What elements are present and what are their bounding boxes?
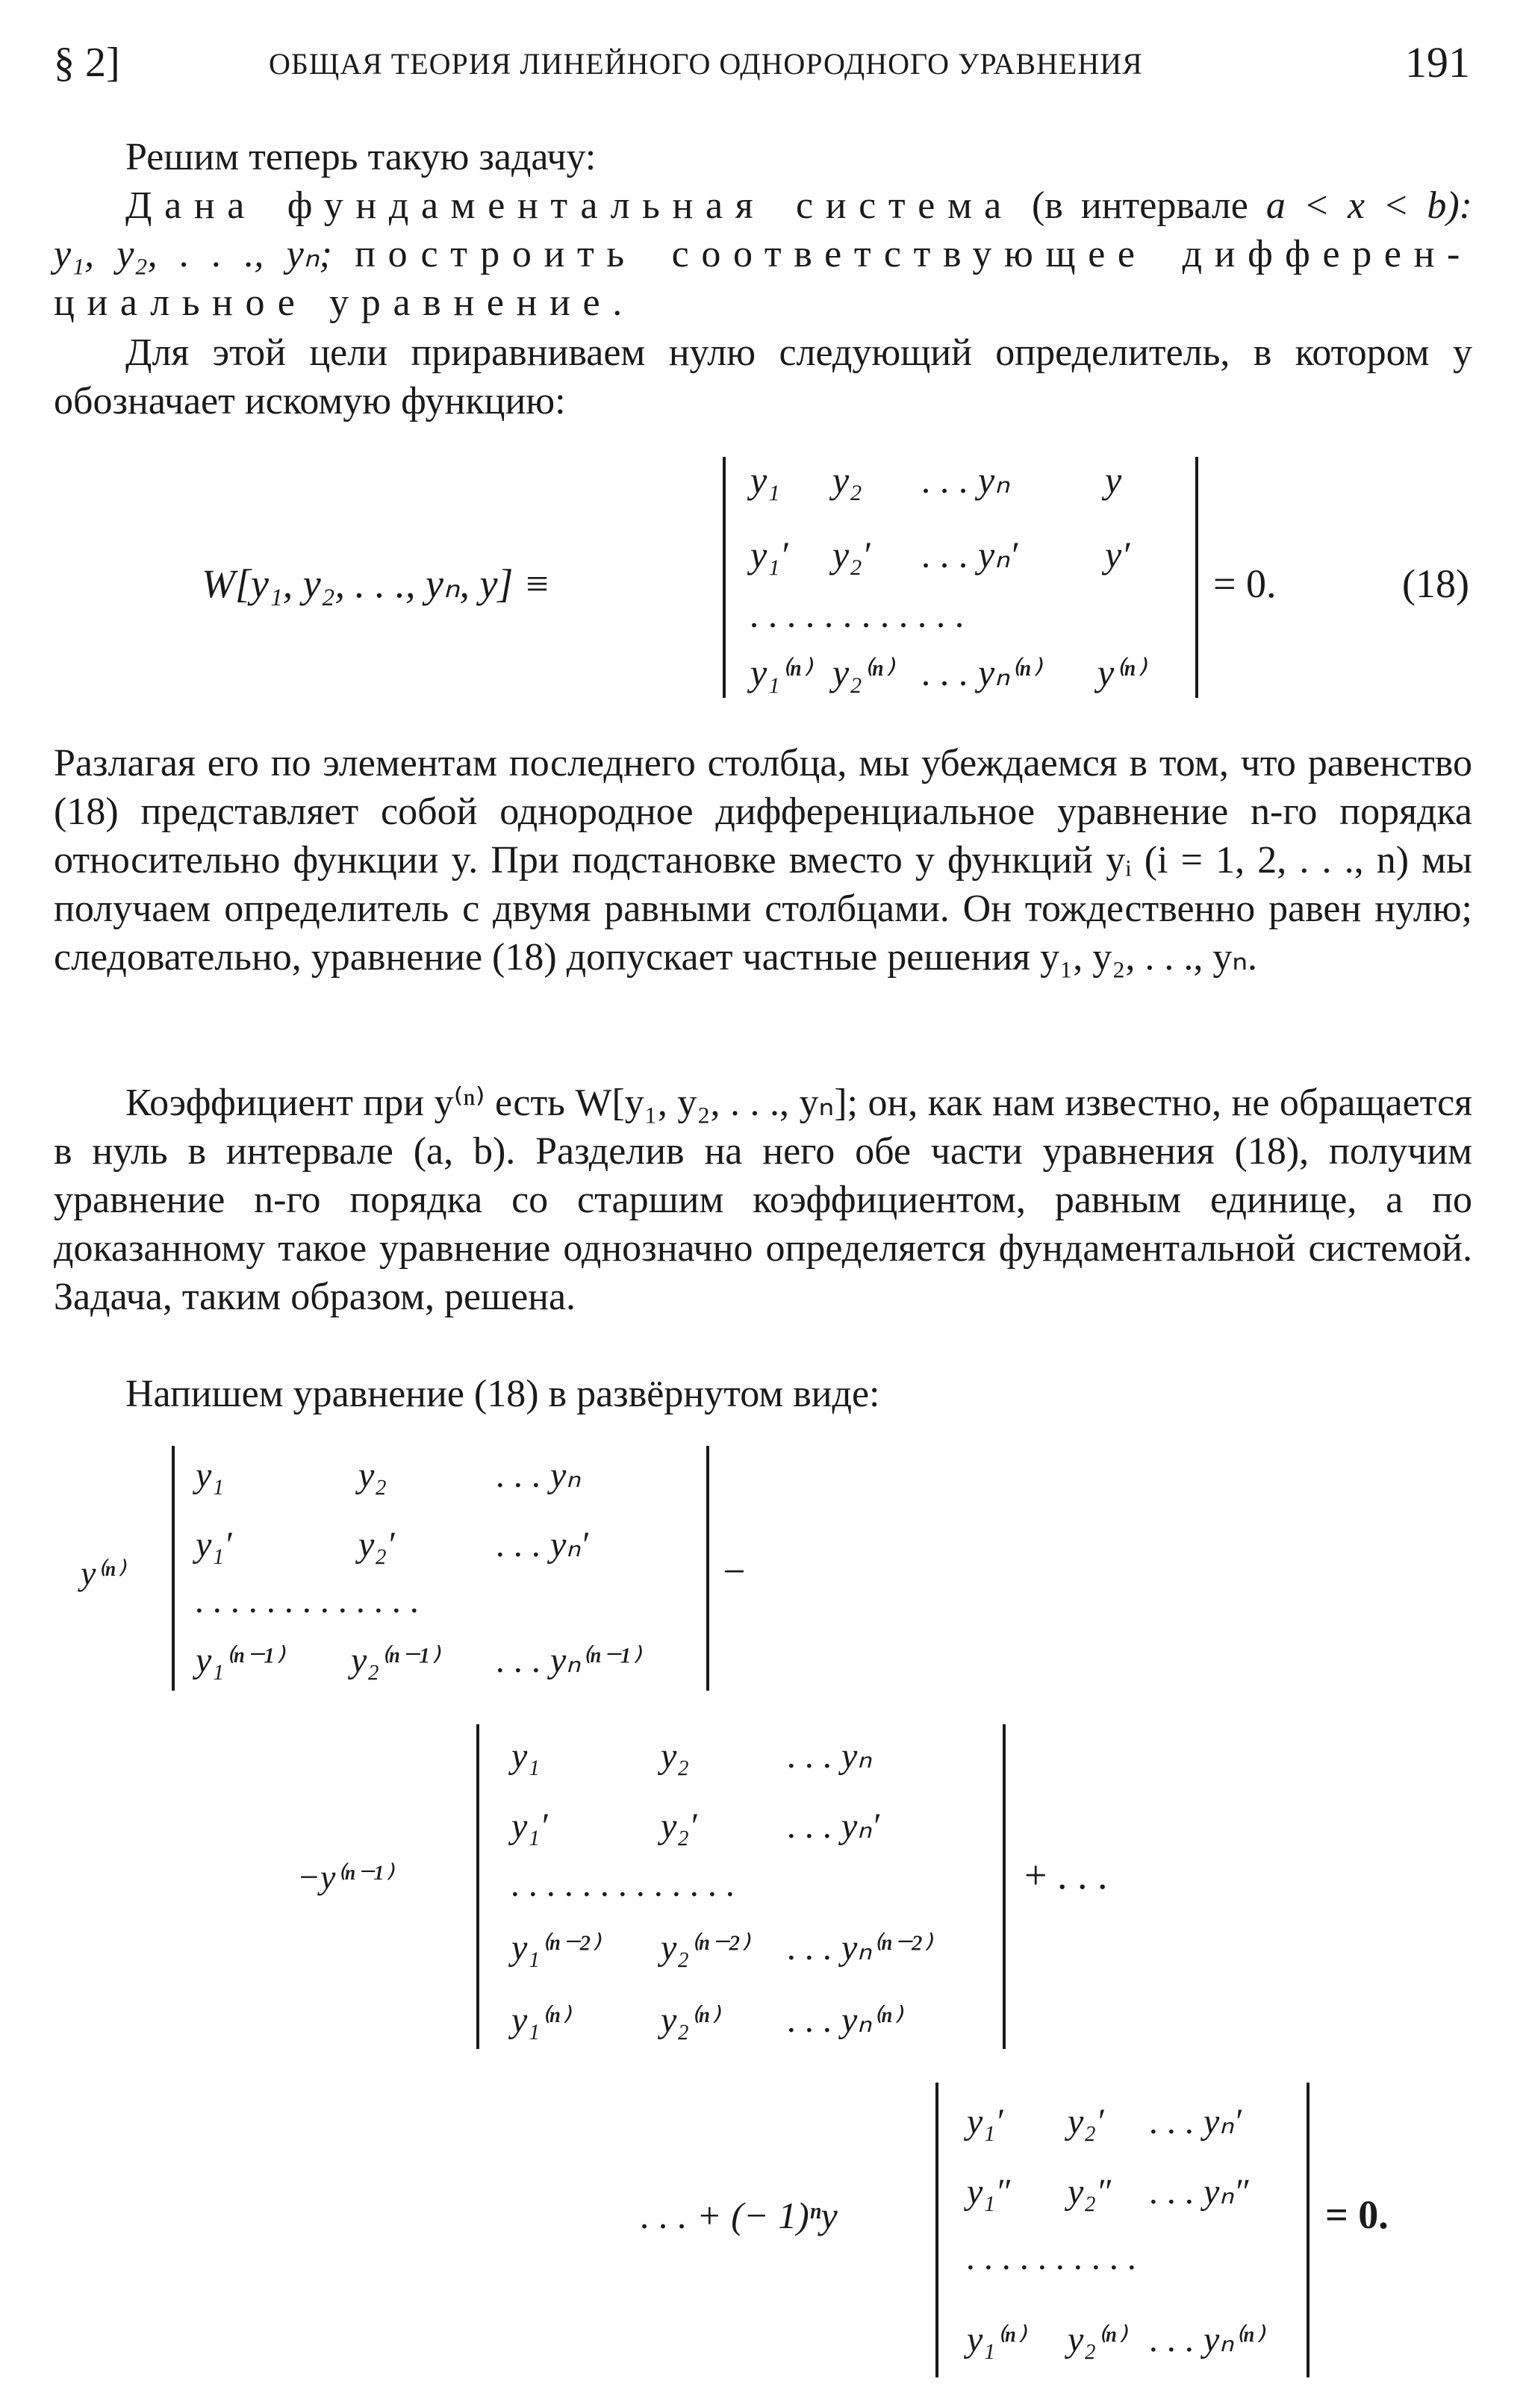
svg-text:y₁′: y₁′ [196, 1525, 232, 1565]
svg-text:. . . yₙ: . . . yₙ [496, 1456, 581, 1495]
svg-text:. . . yₙ⁽ⁿ⁻¹⁾: . . . yₙ⁽ⁿ⁻¹⁾ [496, 1641, 639, 1680]
svg-text:y₁′: y₁′ [511, 1806, 548, 1846]
svg-text:y₂′: y₂′ [358, 1525, 395, 1565]
svg-text:. . . yₙ: . . . yₙ [788, 1736, 872, 1776]
svg-text:y₂⁽ⁿ⁻¹⁾: y₂⁽ⁿ⁻¹⁾ [351, 1641, 438, 1680]
svg-text:y₂⁽ⁿ⁾: y₂⁽ⁿ⁾ [661, 2000, 718, 2040]
svg-text:. . . . . . . . . .: . . . . . . . . . . . . [750, 593, 965, 635]
term2-coef: −y⁽ⁿ⁻¹⁾ [297, 1858, 392, 1896]
svg-text:. . . yₙ⁽ⁿ⁾: . . . yₙ⁽ⁿ⁾ [1150, 2320, 1263, 2359]
svg-text:y₁′: y₁′ [750, 534, 788, 576]
svg-text:y₁⁽ⁿ⁾: y₁⁽ⁿ⁾ [967, 2320, 1024, 2359]
term1-coef: y⁽ⁿ⁾ [81, 1554, 124, 1592]
svg-text:y₂′: y₂′ [1068, 2102, 1104, 2142]
svg-text:. . . . . . . . . .: . . . . . . . . . . . . . [511, 1865, 735, 1904]
svg-text:y₂: y₂ [832, 459, 862, 501]
svg-text:y₁⁽ⁿ⁻¹⁾: y₁⁽ⁿ⁻¹⁾ [196, 1641, 283, 1680]
svg-text:y₁⁽ⁿ⁻²⁾: y₁⁽ⁿ⁻²⁾ [511, 1928, 599, 1968]
svg-text:y₁⁽ⁿ⁾: y₁⁽ⁿ⁾ [511, 2000, 569, 2040]
svg-text:. . . yₙ′: . . . yₙ′ [788, 1806, 879, 1846]
paragraph-5: Коэффициент при y⁽ⁿ⁾ есть W[y₁, y₂, . . ., yₙ]; он, как нам известно, не обращается в нуль в интервале (a, b). Разделив на него обе части уравнения (18), получим уравнение n-го порядка со старшим коэффициентом, равным единице, а по доказанному такое уравнение однозначно определяется фундаментальной системой. Задача, таким образом, решена. [54, 1082, 1472, 1318]
svg-text:. . . yₙ′: . . . yₙ′ [922, 534, 1018, 576]
svg-text:. . . yₙ′: . . . yₙ′ [496, 1525, 588, 1565]
svg-text:y₂: y₂ [358, 1456, 387, 1495]
svg-text:. . . yₙ⁽ⁿ⁾: . . . yₙ⁽ⁿ⁾ [788, 2000, 901, 2040]
paragraph-4: Разлагая его по элементам последнего столбца, мы убеждаемся в том, что равенство (18) представляет собой однородное дифференциальное уравнение n-го порядка относительно функции y. При подстановке вместо y функций yᵢ (i = 1, 2, . . ., n) мы получаем определитель с двумя равными столбцами. Он тождественно равен нулю; следовательно, уравнение (18) допускает частные решения y₁, y₂, . . ., yₙ. [54, 742, 1472, 979]
svg-text:. . . yₙ: . . . yₙ [922, 459, 1010, 501]
svg-text:. . . yₙ⁽ⁿ⁻²⁾: . . . yₙ⁽ⁿ⁻²⁾ [788, 1928, 930, 1968]
svg-text:y⁽ⁿ⁾: y⁽ⁿ⁾ [1097, 652, 1145, 693]
section-label: § 2] [54, 40, 120, 86]
svg-text:. . . yₙ⁽ⁿ⁾: . . . yₙ⁽ⁿ⁾ [922, 652, 1040, 693]
paragraph-3: Для этой цели приравниваем нулю следующий определитель, в котором y обозначает искомую функцию: [54, 331, 1472, 422]
paragraph-2: Дана фундаментальная система (в интервале a < x < b): y₁, y₂, . . ., yₙ; построить соответствующее дифферен- циальное уравнение. [54, 184, 1473, 324]
svg-text:y₁: y₁ [750, 459, 780, 501]
svg-text:y₂: y₂ [661, 1736, 689, 1776]
svg-text:y₂⁽ⁿ⁾: y₂⁽ⁿ⁾ [832, 652, 892, 693]
page-number: 191 [1405, 38, 1470, 87]
svg-text:. . . yₙ″: . . . yₙ″ [1150, 2172, 1249, 2212]
term3-entries [963, 2102, 1265, 2359]
term1-after: − [723, 1549, 746, 1594]
svg-text:y₂′: y₂′ [832, 534, 871, 576]
svg-text:y₂⁽ⁿ⁾: y₂⁽ⁿ⁾ [1068, 2320, 1125, 2359]
svg-text:y₂′: y₂′ [661, 1806, 697, 1846]
svg-text:y₁⁽ⁿ⁾: y₁⁽ⁿ⁾ [750, 652, 810, 693]
svg-text:y₁: y₁ [511, 1736, 540, 1776]
term2-after: + . . . [1024, 1853, 1108, 1897]
term3-after: = 0. [1325, 2192, 1389, 2237]
svg-text:y₂″: y₂″ [1068, 2172, 1111, 2212]
svg-text:. . . . . . . . . .: . . . . . . . . . . . . . [196, 1581, 420, 1621]
eq18-rhs: = 0. [1213, 561, 1277, 606]
term2-entries [508, 1736, 933, 2040]
term3-coef: . . . + (− 1)ⁿy [641, 2195, 838, 2236]
svg-text:y₁′: y₁′ [967, 2102, 1003, 2142]
svg-text:. . . yₙ′: . . . yₙ′ [1150, 2102, 1242, 2142]
eq18-lhs: W[y₁, y₂, . . ., yₙ, y] ≡ [202, 561, 551, 606]
eq18-number: (18) [1402, 561, 1469, 606]
svg-text:. . . . . . . . . .: . . . . . . . . . . [967, 2238, 1137, 2277]
svg-text:y₂⁽ⁿ⁻²⁾: y₂⁽ⁿ⁻²⁾ [661, 1928, 748, 1968]
svg-text:y₁: y₁ [196, 1456, 224, 1495]
paragraph-6: Напишем уравнение (18) в развёрнутом виде: [125, 1373, 880, 1415]
svg-text:y: y [1105, 459, 1122, 501]
svg-text:y′: y′ [1105, 534, 1130, 576]
term1-entries [192, 1456, 642, 1680]
running-title: ОБЩАЯ ТЕОРИЯ ЛИНЕЙНОГО ОДНОРОДНОГО УРАВНЕНИЯ [269, 47, 1143, 81]
paragraph-1: Решим теперь такую задачу: [125, 136, 597, 178]
svg-text:y₁″: y₁″ [967, 2172, 1010, 2212]
